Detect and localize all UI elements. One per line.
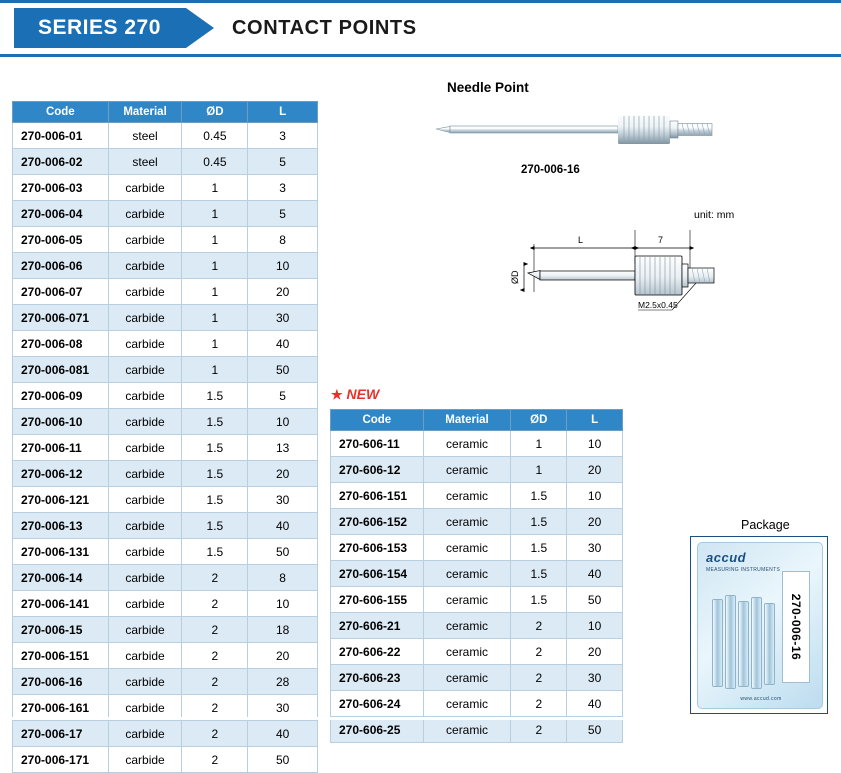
cell-material: carbide [108, 383, 182, 409]
table-row [331, 535, 623, 561]
cell-material: carbide [108, 721, 182, 747]
cell-length: 8 [248, 227, 318, 253]
cell-length: 20 [567, 639, 623, 665]
table-row [13, 305, 318, 331]
cell-code: 270-006-09 [13, 383, 109, 409]
table-row [13, 565, 318, 591]
cell-od: 2 [182, 695, 248, 721]
cell-code: 270-006-151 [13, 643, 109, 669]
cell-length: 20 [567, 509, 623, 535]
packed-tool [725, 595, 736, 689]
cell-material: carbide [108, 591, 182, 617]
cell-length: 30 [248, 305, 318, 331]
cell-od: 1 [511, 457, 567, 483]
column-header-material: Material [108, 102, 182, 123]
cell-material: ceramic [423, 457, 511, 483]
cell-code: 270-606-24 [331, 691, 424, 717]
cell-od: 0.45 [182, 149, 248, 175]
table-row [331, 587, 623, 613]
cell-length: 50 [567, 587, 623, 613]
packed-tools [712, 595, 774, 691]
cell-od: 1.5 [182, 539, 248, 565]
table-row [331, 717, 623, 743]
table-row [13, 253, 318, 279]
cell-length: 3 [248, 123, 318, 149]
cell-material: ceramic [423, 717, 511, 743]
cell-od: 1.5 [182, 487, 248, 513]
cell-material: ceramic [423, 613, 511, 639]
table-row [331, 509, 623, 535]
package-label [782, 571, 810, 683]
table-header-row [13, 102, 318, 123]
cell-od: 1.5 [511, 509, 567, 535]
blister-pack [697, 542, 823, 709]
cell-code: 270-006-16 [13, 669, 109, 695]
cell-material: ceramic [423, 639, 511, 665]
cell-material: carbide [108, 565, 182, 591]
table-row [331, 561, 623, 587]
cell-code: 270-006-161 [13, 695, 109, 721]
table-row [331, 691, 623, 717]
cell-material: carbide [108, 487, 182, 513]
column-header-code: Code [13, 102, 109, 123]
cell-code: 270-606-22 [331, 639, 424, 665]
cell-code: 270-606-12 [331, 457, 424, 483]
cell-length: 40 [248, 721, 318, 747]
cell-code: 270-606-153 [331, 535, 424, 561]
cell-length: 10 [567, 613, 623, 639]
cell-od: 2 [182, 643, 248, 669]
cell-code: 270-006-11 [13, 435, 109, 461]
cell-length: 5 [248, 383, 318, 409]
cell-code: 270-606-152 [331, 509, 424, 535]
cell-code: 270-606-23 [331, 665, 424, 691]
table-row [13, 643, 318, 669]
cell-od: 1.5 [511, 561, 567, 587]
new-badge-label: NEW [346, 386, 380, 402]
cell-code: 270-006-121 [13, 487, 109, 513]
dim-label-7: 7 [658, 235, 664, 245]
column-header-l: L [567, 410, 623, 431]
cell-code: 270-006-081 [13, 357, 109, 383]
cell-od: 1 [182, 227, 248, 253]
dim-label-L: L [578, 235, 584, 245]
cell-length: 30 [248, 695, 318, 721]
cell-material: carbide [108, 747, 182, 773]
table-row [13, 409, 318, 435]
cell-length: 10 [248, 409, 318, 435]
cell-code: 270-006-10 [13, 409, 109, 435]
cell-material: carbide [108, 253, 182, 279]
cell-length: 20 [248, 279, 318, 305]
cell-code: 270-606-21 [331, 613, 424, 639]
cell-length: 50 [567, 717, 623, 743]
cell-code: 270-006-07 [13, 279, 109, 305]
needle-point-illustration [420, 105, 740, 160]
cell-length: 10 [248, 253, 318, 279]
package-label-code: 270-006-16 [789, 593, 804, 661]
cell-code: 270-006-01 [13, 123, 109, 149]
cell-length: 50 [248, 747, 318, 773]
dim-label-OD: ØD [510, 270, 520, 284]
unit-label: unit: mm [694, 209, 735, 221]
table-row [13, 669, 318, 695]
cell-material: carbide [108, 669, 182, 695]
table-row [13, 149, 318, 175]
cell-code: 270-006-13 [13, 513, 109, 539]
cell-code: 270-006-12 [13, 461, 109, 487]
page-header [0, 0, 841, 57]
table-row [331, 639, 623, 665]
brand-logo: accud [706, 550, 747, 565]
packed-tool [738, 601, 749, 687]
table-row [331, 483, 623, 509]
cell-od: 1 [182, 201, 248, 227]
cell-material: carbide [108, 201, 182, 227]
page-bottom-rule [0, 717, 841, 720]
cell-material: carbide [108, 331, 182, 357]
cell-length: 20 [248, 643, 318, 669]
cell-od: 2 [511, 613, 567, 639]
cell-length: 50 [248, 357, 318, 383]
cell-length: 18 [248, 617, 318, 643]
table-row [13, 461, 318, 487]
cell-material: steel [108, 123, 182, 149]
table-row [13, 591, 318, 617]
cell-material: carbide [108, 357, 182, 383]
table-row [13, 513, 318, 539]
table-row [13, 383, 318, 409]
cell-od: 1 [182, 305, 248, 331]
cell-code: 270-606-155 [331, 587, 424, 613]
table-row [13, 721, 318, 747]
cell-od: 1 [182, 253, 248, 279]
header-top-rule [0, 0, 841, 3]
cell-code: 270-006-05 [13, 227, 109, 253]
cell-length: 10 [248, 591, 318, 617]
cell-material: ceramic [423, 587, 511, 613]
cell-od: 1.5 [511, 483, 567, 509]
cell-material: carbide [108, 513, 182, 539]
cell-material: ceramic [423, 483, 511, 509]
cell-length: 40 [567, 561, 623, 587]
cell-od: 1.5 [182, 435, 248, 461]
column-header-material: Material [423, 410, 511, 431]
series-badge: SERIES 270 [14, 8, 186, 48]
package-title: Package [741, 518, 790, 532]
cell-od: 1 [511, 431, 567, 457]
cell-code: 270-006-06 [13, 253, 109, 279]
cell-length: 40 [248, 513, 318, 539]
cell-material: carbide [108, 305, 182, 331]
cell-od: 2 [182, 747, 248, 773]
cell-code: 270-006-08 [13, 331, 109, 357]
cell-length: 28 [248, 669, 318, 695]
cell-code: 270-606-151 [331, 483, 424, 509]
cell-length: 40 [567, 691, 623, 717]
table-row [13, 617, 318, 643]
cell-od: 1.5 [182, 383, 248, 409]
packed-tool [751, 597, 762, 689]
cell-od: 2 [182, 721, 248, 747]
cell-od: 2 [511, 665, 567, 691]
cell-od: 2 [182, 565, 248, 591]
cell-od: 2 [182, 591, 248, 617]
cell-code: 270-006-17 [13, 721, 109, 747]
cell-material: ceramic [423, 431, 511, 457]
cell-od: 1.5 [182, 461, 248, 487]
header-bottom-rule [0, 54, 841, 57]
main-spec-table [12, 101, 318, 773]
cell-code: 270-006-071 [13, 305, 109, 331]
table-row [331, 613, 623, 639]
needle-point-title: Needle Point [447, 80, 529, 95]
cell-material: carbide [108, 617, 182, 643]
package-footer: www.accud.com [740, 696, 782, 702]
cell-length: 40 [248, 331, 318, 357]
new-spec-table [330, 409, 623, 743]
cell-od: 1 [182, 357, 248, 383]
table-row [13, 747, 318, 773]
cell-length: 5 [248, 201, 318, 227]
cell-length: 30 [567, 535, 623, 561]
series-arrow-icon [186, 8, 214, 48]
table-row [13, 123, 318, 149]
cell-code: 270-006-131 [13, 539, 109, 565]
table-row [13, 331, 318, 357]
cell-code: 270-006-14 [13, 565, 109, 591]
cell-material: carbide [108, 227, 182, 253]
thread-label: M2.5x0.45 [638, 300, 678, 310]
cell-material: carbide [108, 643, 182, 669]
cell-material: carbide [108, 435, 182, 461]
column-header-code: Code [331, 410, 424, 431]
cell-od: 1.5 [182, 409, 248, 435]
cell-code: 270-006-04 [13, 201, 109, 227]
cell-material: carbide [108, 279, 182, 305]
cell-od: 1 [182, 331, 248, 357]
cell-od: 2 [511, 717, 567, 743]
page-title: CONTACT POINTS [232, 16, 417, 39]
column-header-od: ØD [511, 410, 567, 431]
cell-code: 270-006-141 [13, 591, 109, 617]
table-row [13, 227, 318, 253]
table-row [13, 175, 318, 201]
table-row [13, 435, 318, 461]
cell-od: 1.5 [511, 535, 567, 561]
column-header-od: ØD [182, 102, 248, 123]
packed-tool [712, 599, 723, 687]
cell-material: ceramic [423, 535, 511, 561]
cell-od: 1.5 [182, 513, 248, 539]
cell-length: 5 [248, 149, 318, 175]
cell-od: 2 [182, 669, 248, 695]
cell-material: carbide [108, 175, 182, 201]
cell-od: 2 [182, 617, 248, 643]
cell-length: 30 [567, 665, 623, 691]
table-row [331, 457, 623, 483]
table-row [331, 431, 623, 457]
cell-code: 270-606-154 [331, 561, 424, 587]
column-header-l: L [248, 102, 318, 123]
cell-material: carbide [108, 695, 182, 721]
cell-code: 270-606-25 [331, 717, 424, 743]
packed-tool [764, 603, 775, 685]
cell-code: 270-006-03 [13, 175, 109, 201]
cell-length: 50 [248, 539, 318, 565]
cell-od: 1 [182, 279, 248, 305]
new-badge [331, 386, 379, 403]
table-row [13, 201, 318, 227]
table-row [13, 357, 318, 383]
cell-material: carbide [108, 539, 182, 565]
table-row [13, 279, 318, 305]
package-illustration [690, 536, 828, 714]
cell-od: 2 [511, 639, 567, 665]
cell-od: 0.45 [182, 123, 248, 149]
cell-material: ceramic [423, 509, 511, 535]
cell-material: carbide [108, 461, 182, 487]
table-row [13, 487, 318, 513]
cell-material: ceramic [423, 561, 511, 587]
table-header-row [331, 410, 623, 431]
cell-material: ceramic [423, 691, 511, 717]
cell-code: 270-006-15 [13, 617, 109, 643]
needle-point-code: 270-006-16 [521, 164, 580, 176]
brand-subtitle: MEASURING INSTRUMENTS [706, 567, 781, 573]
cell-length: 8 [248, 565, 318, 591]
cell-code: 270-006-171 [13, 747, 109, 773]
cell-length: 20 [567, 457, 623, 483]
table-row [13, 539, 318, 565]
cell-od: 2 [511, 691, 567, 717]
cell-material: carbide [108, 409, 182, 435]
cell-od: 1 [182, 175, 248, 201]
cell-length: 3 [248, 175, 318, 201]
cell-length: 20 [248, 461, 318, 487]
cell-length: 30 [248, 487, 318, 513]
cell-code: 270-006-02 [13, 149, 109, 175]
dimension-drawing [500, 222, 770, 347]
cell-length: 10 [567, 431, 623, 457]
cell-material: steel [108, 149, 182, 175]
table-row [331, 665, 623, 691]
cell-material: ceramic [423, 665, 511, 691]
cell-od: 1.5 [511, 587, 567, 613]
star-icon: ★ [331, 387, 343, 402]
cell-length: 10 [567, 483, 623, 509]
cell-length: 13 [248, 435, 318, 461]
cell-code: 270-606-11 [331, 431, 424, 457]
